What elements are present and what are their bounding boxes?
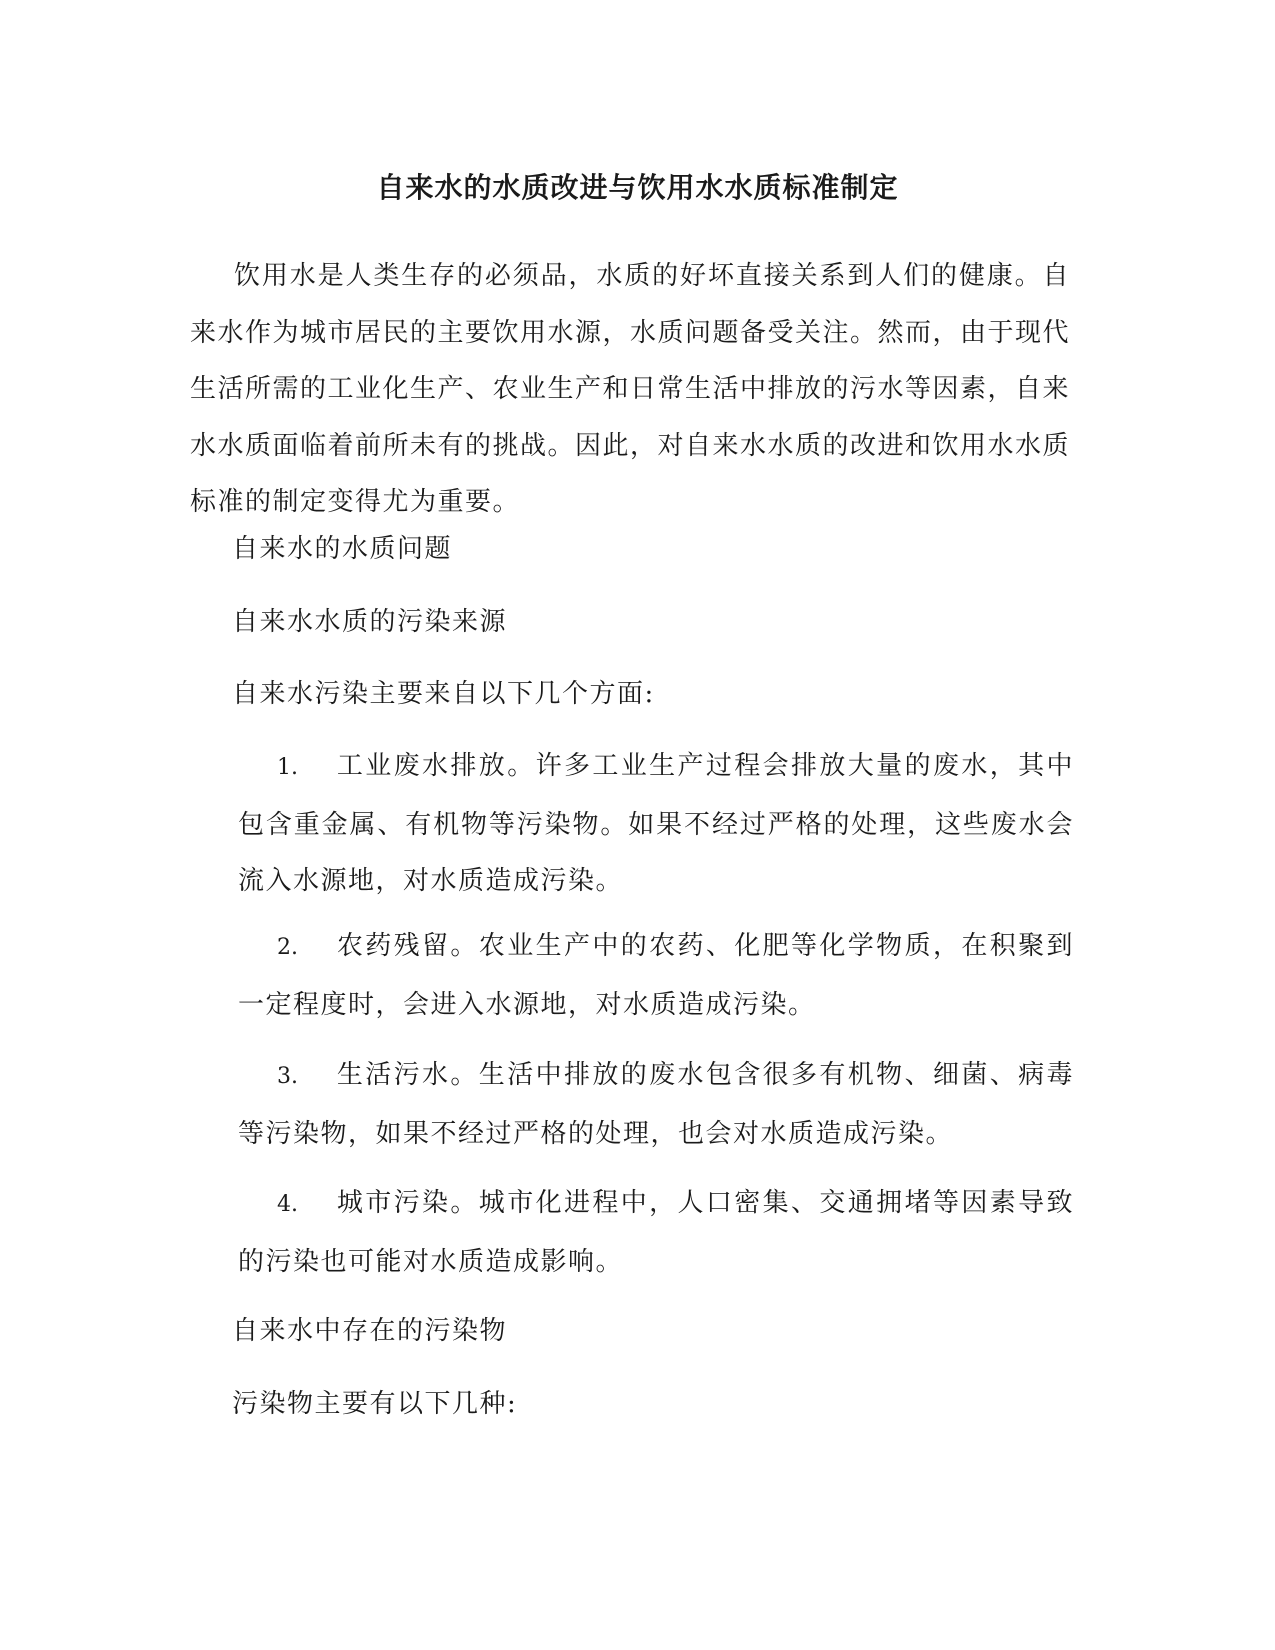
pollutants-heading: 自来水中存在的污染物 [232,1316,508,1346]
list-item [238,738,1074,910]
list-item-text: 工业废水排放。许多工业生产过程会排放大量的废水，其中包含重金属、有机物等污染物。如果不经过严格的处理，这些废水会流入水源地，对水质造成污染。 [238,751,1074,896]
list-item-number: 1. [277,755,298,780]
list-item-number: 2. [277,935,298,960]
list-item-text: 城市污染。城市化进程中，人口密集、交通拥堵等因素导致的污染也可能对水质造成影响。 [238,1188,1074,1277]
list-item-number: 4. [277,1192,298,1217]
list-item [238,1047,1074,1162]
list-item [238,1175,1074,1290]
list-item-text: 农药残留。农业生产中的农药、化肥等化学物质，在积聚到一定程度时，会进入水源地，对水质造成污染。 [238,931,1074,1020]
list-item [238,918,1074,1033]
sources-lead: 自来水污染主要来自以下几个方面: [232,679,655,709]
section-heading: 自来水的水质问题 [232,534,453,564]
document-title: 自来水的水质改进与饮用水水质标准制定 [376,171,899,204]
intro-paragraph: 饮用水是人类生存的必须品，水质的好坏直接关系到人们的健康。自来水作为城市居民的主要饮用水源，水质问题备受关注。然而，由于现代生活所需的工业化生产、农业生产和日常生活中排放的污水等因素，自来水水质面临着前所未有的挑战。因此，对自来水水质的改进和饮用水水质标准的制定变得尤为重要。 [190,261,1071,517]
list-item-text: 生活污水。生活中排放的废水包含很多有机物、细菌、病毒等污染物，如果不经过严格的处理，也会对水质造成污染。 [238,1060,1074,1149]
subsection-heading: 自来水水质的污染来源 [232,607,508,637]
pollutants-lead: 污染物主要有以下几种: [232,1389,518,1419]
list-item-number: 3. [277,1064,298,1089]
